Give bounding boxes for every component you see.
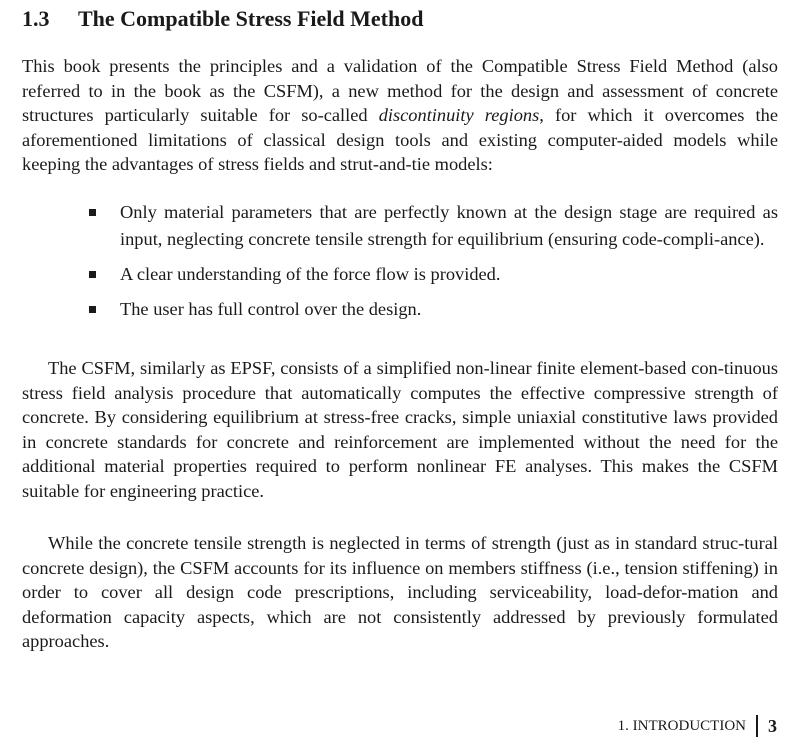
body-paragraph-csfm: The CSFM, similarly as EPSF, consists of a simplified non-linear finite element-based con-tinuous stress field analysis procedure that automatically computes the effective compressive strength of concrete. By considering equilibrium at stress-free cracks, simple uniaxial constitutive laws provided in concrete standards for concrete and reinforcement are implemented without the need for the additional material properties required to perform nonlinear FE analyses. This makes the CSFM suitable for engineering practice. xyxy=(22,358,778,501)
square-bullet-icon xyxy=(89,306,96,313)
page-number: 3 xyxy=(768,716,777,736)
bullet-text: A clear understanding of the force flow is provided. xyxy=(120,264,501,284)
bullet-text: The user has full control over the design. xyxy=(120,299,422,319)
square-bullet-icon xyxy=(89,209,96,216)
section-number: 1.3 xyxy=(22,6,50,31)
intro-text-start: This book presents the principles and a validation of the Compatible Stress Field Method (also referred to in the book as the CSFM), a new method for the design and assessment of concrete structures particularly suitable for so-called xyxy=(22,56,778,126)
bullet-text: Only material parameters that are perfectly known at the design stage are required as input, neglecting concrete tensile strength for equilibrium (ensuring code-compli-ance). xyxy=(120,202,778,249)
section-heading xyxy=(22,4,423,34)
intro-paragraph xyxy=(22,54,778,177)
footer-chapter: 1. INTRODUCTION xyxy=(617,718,746,734)
footer-divider xyxy=(756,715,758,737)
bullet-list xyxy=(120,199,778,331)
section-title: The Compatible Stress Field Method xyxy=(78,6,424,31)
bullet-item xyxy=(120,199,778,253)
square-bullet-icon xyxy=(89,271,96,278)
intro-text-end: , for which it overcomes the aforementioned limitations of classical design tools and existing computer-aided models while keeping the advantages of stress fields and strut-and-tie models: xyxy=(22,105,778,175)
body-paragraph-tensile: While the concrete tensile strength is neglected in terms of strength (just as in standard struc-tural concrete design), the CSFM accounts for its influence on members stiffness (i.e., tension stiffening) in order to cover all design code prescriptions, including serviceability, load-defor-mation and deformation capacity aspects, which are not consistently addressed by previously formulated approaches. xyxy=(22,533,778,652)
page-footer xyxy=(618,715,777,737)
bullet-item xyxy=(120,296,778,323)
bullet-item xyxy=(120,261,778,288)
intro-emphasis: discontinuity regions xyxy=(378,105,540,126)
